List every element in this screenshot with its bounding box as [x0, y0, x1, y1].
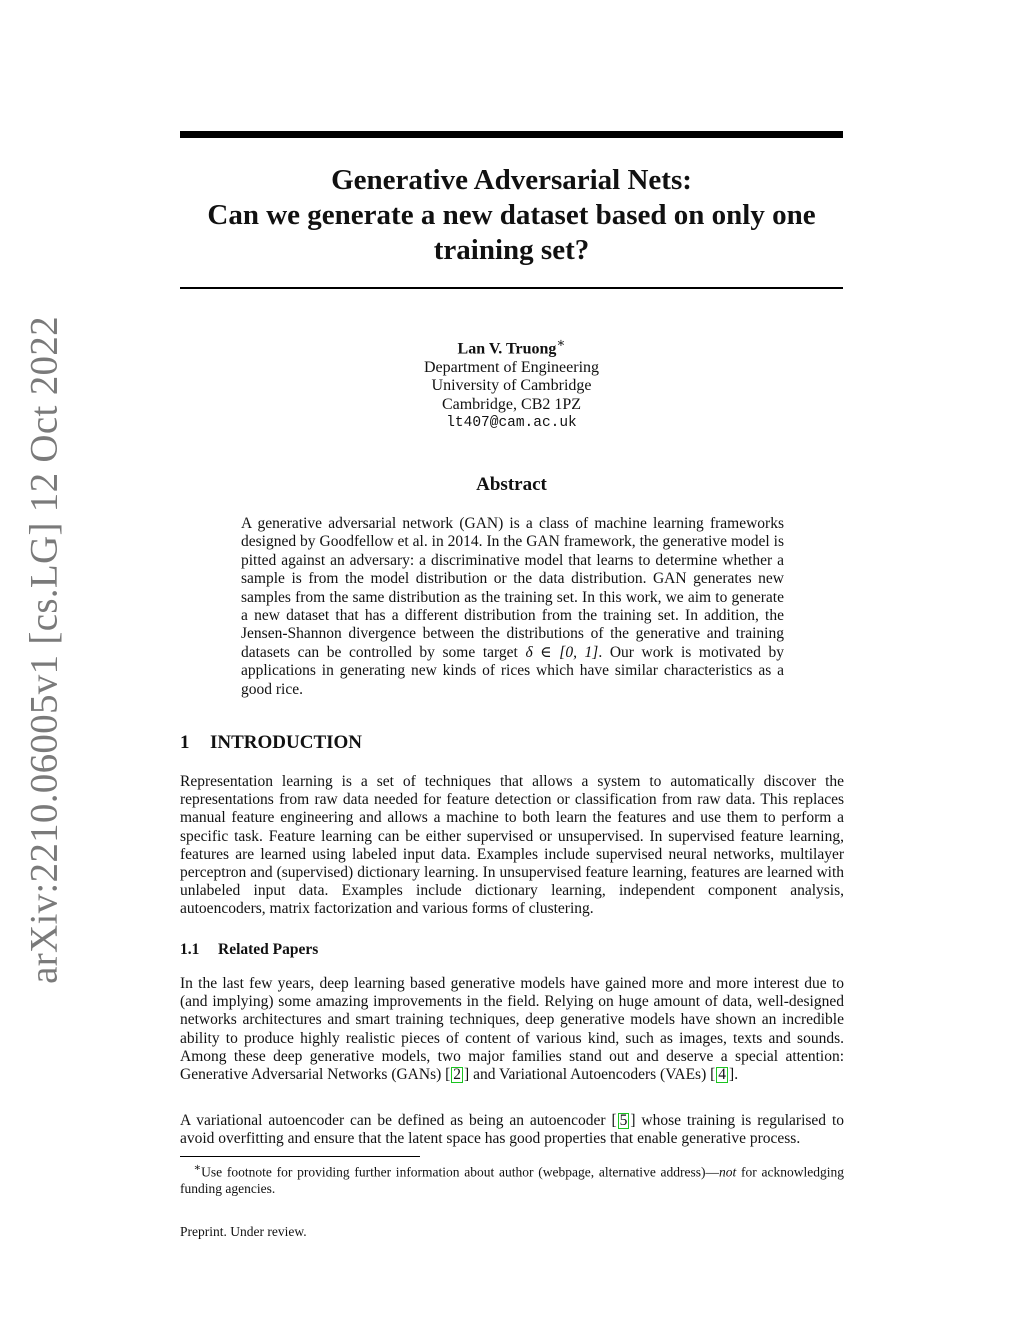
citation-link-4[interactable]: 4 [718, 1066, 727, 1084]
title-line-1: Generative Adversarial Nets: [331, 164, 692, 196]
abstract-math: δ ∈ [0, 1] [525, 643, 599, 661]
preprint-footer: Preprint. Under review. [180, 1224, 307, 1239]
abstract-text [241, 515, 784, 699]
subsection-heading-related-papers [180, 941, 318, 959]
subsection-title: Related Papers [218, 941, 319, 958]
citation-link-2[interactable]: 2 [453, 1066, 462, 1084]
footnote [180, 1160, 844, 1198]
author-block [180, 334, 843, 433]
vae-text-2: ] whose training is regularised to avoid overfitting and ensure that the latent space has good properties that enable generative process. [180, 1112, 844, 1148]
footnote-mark: ∗ [193, 1162, 202, 1174]
title-top-rule [180, 131, 843, 138]
author-email[interactable]: lt407@cam.ac.uk [446, 415, 577, 432]
arxiv-identifier: arXiv:2210.06005v1 [cs.LG] 12 Oct 2022 [22, 316, 66, 984]
vae-text-1: A variational autoencoder can be defined as being an autoencoder [ [180, 1112, 617, 1129]
footnote-italic: not [719, 1164, 737, 1180]
related-text-1: In the last few years, deep learning based generative models have gained more and more interest due to (and implying) some amazing improvements in the field. Relying on huge amount of data, well-designed networks architectures and smart training techniques, deep generative models have shown an incredible ability to produce highly realistic pieces of content of various kind, such as images, texts and sounds. Among these deep generative models, two major families stand out and deserve a special attention: Generative Adversarial Networks (GANs) [ [180, 975, 844, 1084]
author-name-text: Lan V. Truong [457, 340, 557, 358]
section-title: INTRODUCTION [210, 732, 363, 753]
section-heading-introduction [180, 732, 362, 754]
author-footnote-mark: ∗ [556, 335, 566, 350]
author-university: University of Cambridge [431, 377, 592, 395]
subsection-number: 1.1 [180, 941, 200, 958]
related-text-3: ]. [729, 1066, 739, 1084]
footnote-rule [180, 1156, 420, 1157]
title-line-3: training set? [433, 234, 590, 266]
title-bottom-rule [180, 287, 843, 289]
author-department: Department of Engineering [423, 358, 600, 376]
abstract-text-body: A generative adversarial network (GAN) is a class of machine learning frameworks designed by Goodfellow et al. in 2014. In the GAN framework, the generative model is pitted against an adversary: a discriminative model that learns to determine whether a sample is from the model distribution or the data distribution. GAN generates new samples from the same distribution as the training set. In this work, we aim to generate a new dataset that has a different distribution from the training set. In addition, the Jensen-Shannon divergence between the distributions of the generative and training datasets can be controlled by some target [241, 515, 784, 661]
related-text-2: ] and Variational Autoencoders (VAEs) [ [464, 1066, 716, 1084]
abstract-text-end: . Our work is motivated by applications in generating new kinds of rices which have similar characteristics as a good rice. [241, 643, 784, 698]
author-address: Cambridge, CB2 1PZ [441, 395, 582, 413]
related-papers-paragraph [180, 975, 844, 1084]
introduction-paragraph: Representation learning is a set of techniques that allows a system to automatically discover the representations from raw data needed for feature detection or classification from raw data. This replaces manual feature engineering and allows a machine to both learn the features and use them to perform a specific task. Feature learning can be either supervised or unsupervised. In supervised feature learning, features are learned using labeled input data. Examples include supervised neural networks, multilayer perceptron and (supervised) dictionary learning. In unsupervised feature learning, features are learned with unlabeled input data. Examples include dictionary learning, independent component analysis, autoencoders, matrix factorization and various forms of clustering. [180, 773, 844, 918]
title-line-2: Can we generate a new dataset based on only one [207, 199, 816, 231]
author-name [180, 334, 843, 359]
vae-paragraph [180, 1112, 844, 1148]
footnote-text-2: for acknowledging funding agencies. [180, 1164, 844, 1196]
paper-title [180, 163, 843, 268]
abstract-heading: Abstract [476, 474, 547, 495]
footnote-text-1: Use footnote for providing further information about author (webpage, alternative address)— [201, 1164, 720, 1180]
citation-link-5[interactable]: 5 [619, 1112, 628, 1129]
section-number: 1 [180, 732, 190, 753]
